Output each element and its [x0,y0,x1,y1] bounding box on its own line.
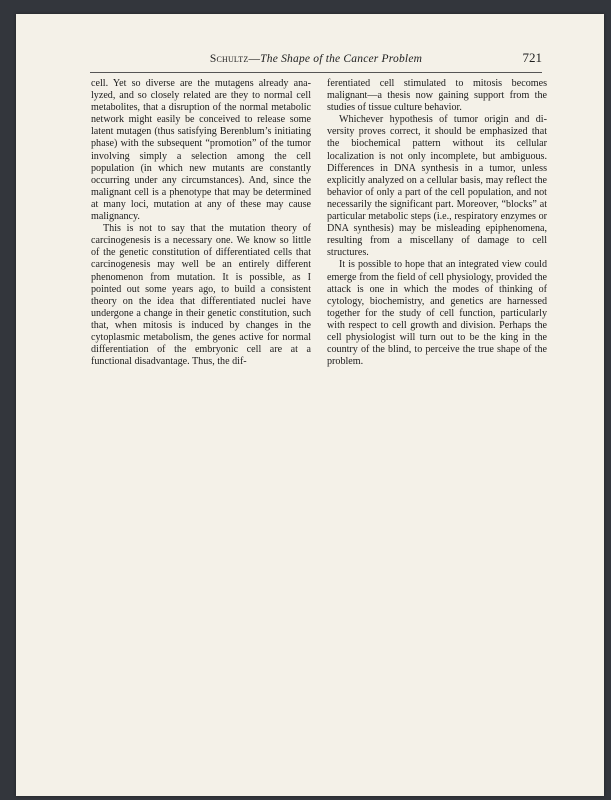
header-rule [90,72,542,73]
running-title [90,53,542,65]
left-column [91,78,311,368]
left-paragraph-1: cell. Yet so diverse are the mutagens already analyzed, and so closely related are they to normal cell metabolites, that a disruption of the normal metabolic network might easily be conceived to release some latent mutagen (thus satisfying Berenblum’s initiating phase) with the subsequent “promotion” of the tumor involving simply a selection among the cell population (in which new mutants are constantly occurring under any circumstances). And, since the malignant cell is a phenotype that may be determined at many loci, mutation at any of these may cause malignancy. [91,78,311,223]
left-paragraph-2: This is not to say that the mutation theory of carcinogenesis is a necessary one. We know so little of the genetic constitution of differentiated cells that carcinogenesis may well be an entirely different phenomenon from mutation. It is possible, as I pointed out some years ago, to build a consistent theory on the idea that differentiated nuclei have undergone a change in their genetic constitution, such that, when mitosis is induced by changes in the cytoplasmic metabolism, the genes active for normal differentiation of the embryonic cell are at a functional disadvantage. Thus, the dif- [91,223,311,368]
header-dash: — [248,53,261,65]
right-paragraph-1: ferentiated cell stimulated to mitosis becomes malignant—a thesis now gaining support from the studies of tissue culture behavior. [327,78,547,114]
running-header [90,50,542,70]
paper-page [16,14,604,796]
header-author: Schultz [209,53,249,65]
right-paragraph-2: Whichever hypothesis of tumor origin and diversity proves correct, it should be emphasized that the biochemical pattern without its cellular localization is not only incomplete, but ambiguous. Differences in DNA synthesis in a tumor, unless explicitly analyzed on a cellular basis, may reflect the behavior of only a part of the cell population, and not necessarily the significant part. Moreover, “blocks” at particular metabolic steps (i.e., respiratory enzymes or DNA synthesis) may be misleading epiphenomena, resulting from a miscellany of damage to cell structures. [327,114,547,259]
right-column [327,78,547,368]
header-title: The Shape of the Cancer Problem [260,53,423,65]
page-number: 721 [522,50,542,65]
right-paragraph-3: It is possible to hope that an integrated view could emerge from the field of cell physiology, provided the attack is one in which the modes of thinking of cytology, biochemistry, and genetics are harnessed together for the study of cell function, particularly with respect to cell growth and division. Perhaps the cell physiologist will turn out to be the king in the country of the blind, to perceive the true shape of the problem. [327,259,547,368]
